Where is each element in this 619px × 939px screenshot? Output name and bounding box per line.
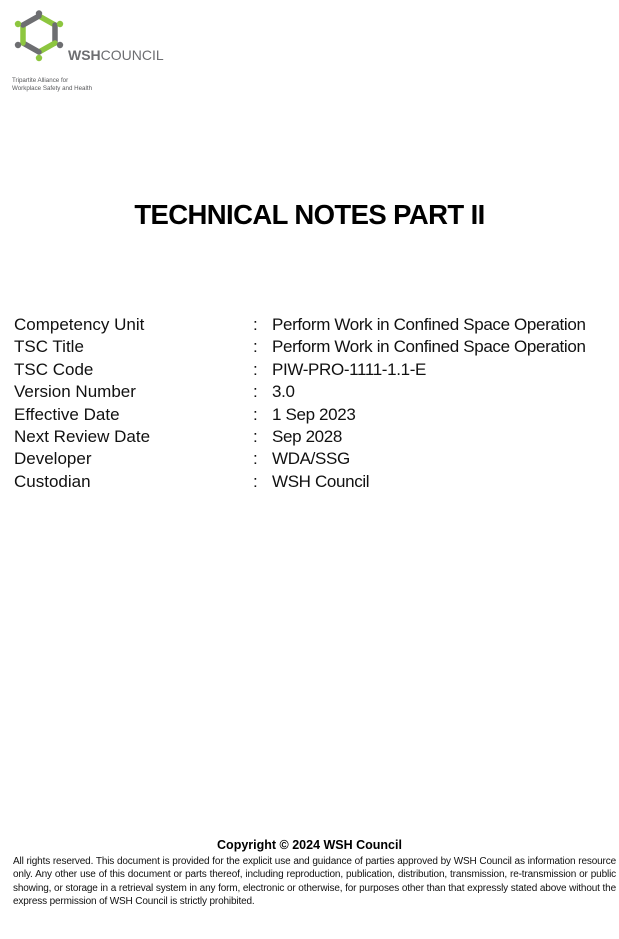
detail-row-effective-date (14, 404, 614, 426)
detail-value: 1 Sep 2023 (272, 404, 356, 424)
detail-value: PIW-PRO-1111-1.1-E (272, 359, 426, 379)
detail-label: TSC Code (14, 359, 94, 379)
detail-label: Developer (14, 449, 92, 469)
detail-row-version-number (14, 381, 614, 403)
detail-separator: : (253, 471, 258, 491)
logo-tagline-line-1: Tripartite Alliance for (12, 77, 69, 84)
logo-wordmark-bold: WSH (68, 47, 101, 63)
detail-label: Competency Unit (14, 315, 145, 334)
detail-value: WSH Council (272, 471, 370, 491)
detail-separator: : (253, 359, 258, 379)
detail-separator: : (253, 315, 258, 334)
detail-label: Next Review Date (14, 426, 151, 446)
detail-row-tsc-title (14, 336, 614, 358)
wsh-logo-mark-icon (10, 10, 68, 66)
logo-wordmark (68, 47, 164, 63)
detail-value: 3.0 (272, 382, 295, 402)
legal-disclaimer: All rights reserved. This document is provided for the explicit use and guidance of parties approved by WSH Council as information resource only. Any other use of this document or parts thereof, including reproduction, publication, distribution, transmission, re-transmission or public showing, or storage in a retrieval system in any form, electronic or otherwise, for purposes other than that expressly stated above without the express permission of WSH Council is strictly prohibited. (13, 856, 616, 908)
detail-row-next-review-date (14, 426, 614, 448)
detail-row-custodian (14, 471, 614, 493)
detail-label: Version Number (14, 382, 136, 402)
logo-tagline (12, 77, 92, 92)
detail-separator: : (253, 382, 258, 402)
detail-separator: : (253, 337, 258, 357)
detail-value: Sep 2028 (272, 426, 342, 446)
logo-wordmark-regular: COUNCIL (100, 47, 164, 63)
wsh-council-logo (10, 10, 170, 100)
detail-label: Effective Date (14, 404, 120, 424)
detail-separator: : (253, 404, 258, 424)
copyright-notice: Copyright © 2024 WSH Council (217, 838, 402, 852)
detail-value: Perform Work in Confined Space Operation (272, 315, 586, 334)
detail-separator: : (253, 449, 258, 469)
detail-separator: : (253, 426, 258, 446)
detail-label: Custodian (14, 471, 91, 491)
detail-row-developer (14, 448, 614, 470)
detail-value: Perform Work in Confined Space Operation (272, 337, 586, 357)
document-details (14, 314, 614, 493)
document-title: TECHNICAL NOTES PART II (134, 199, 485, 230)
detail-value: WDA/SSG (272, 449, 350, 469)
detail-label: TSC Title (14, 337, 84, 357)
detail-row-tsc-code (14, 359, 614, 381)
logo-tagline-line-2: Workplace Safety and Health (12, 84, 93, 92)
detail-row-competency-unit (14, 314, 614, 336)
